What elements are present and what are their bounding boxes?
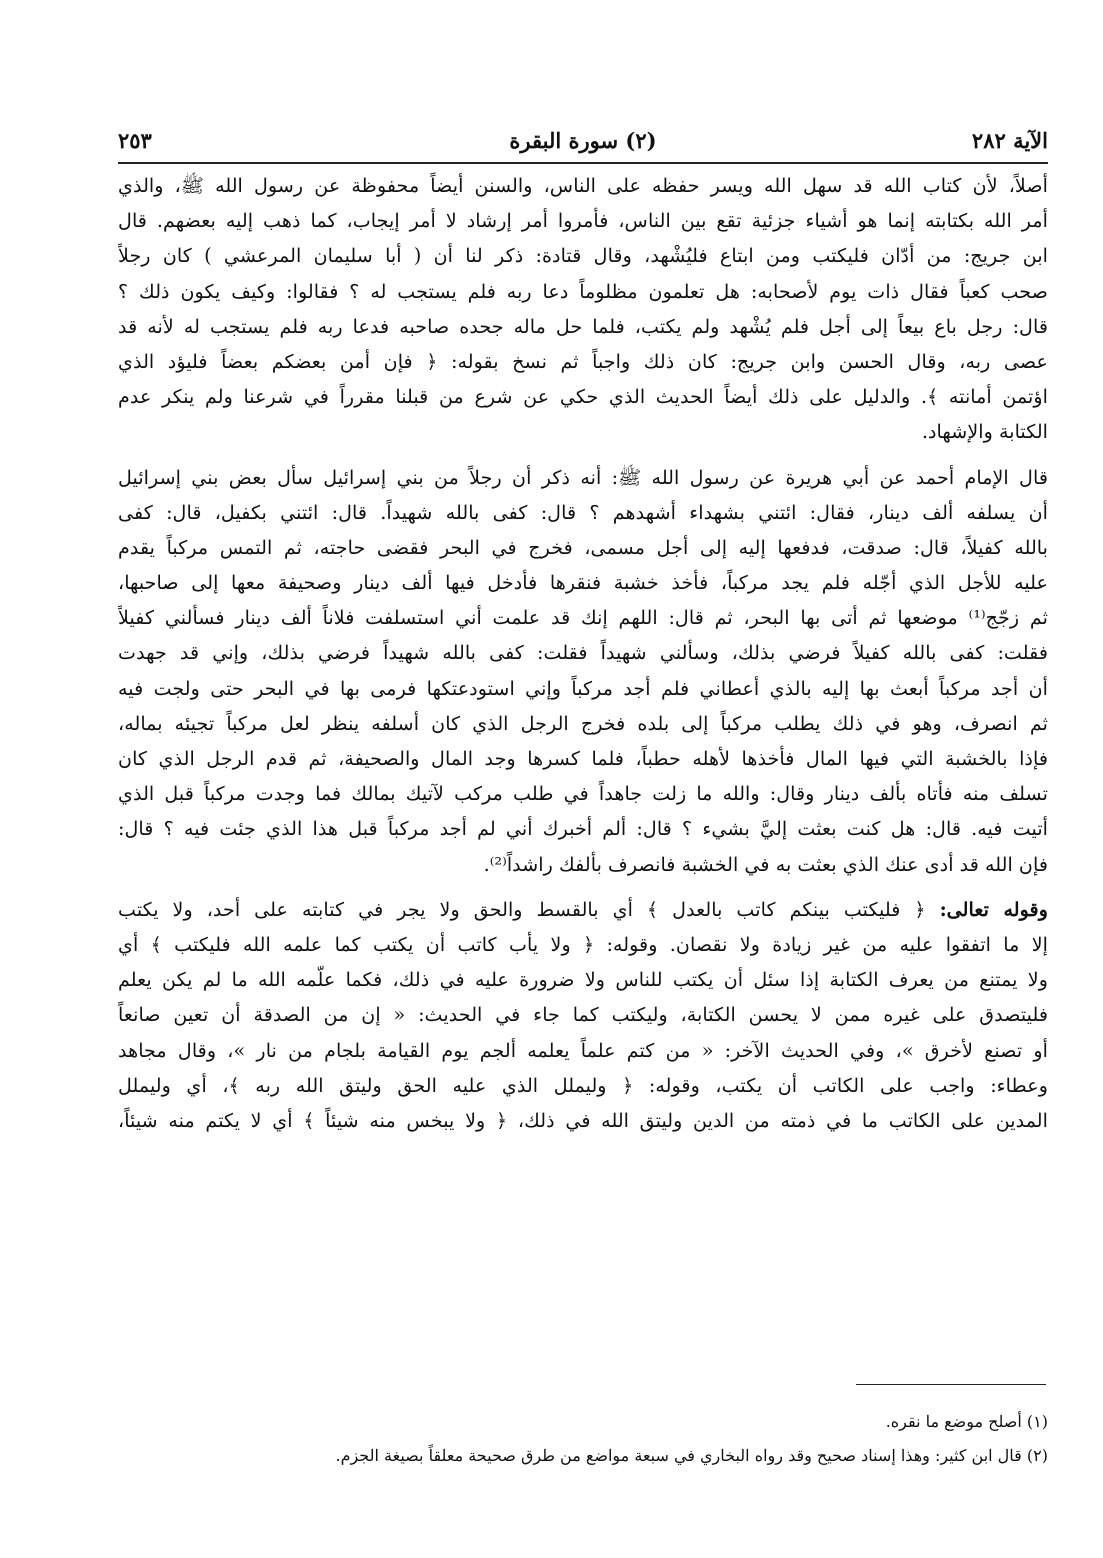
text-line: أمر الله بكتابته إنما هو أشياء جزئية تقع بين الناس، فأمروا أمر إرشاد لا أمر إيجاب، كما ذهب إليه بعضهم. قال	[118, 209, 1048, 233]
text-line: أتيت فيه. قال: هل كنت بعثت إليَّ بشيء ؟ قال: ألم أخبرك أني لم أجد مركباً قبل هذا الذي جئت فيه ؟ قال:	[118, 817, 1048, 841]
running-header	[118, 128, 1048, 158]
main-text	[118, 168, 1048, 1138]
text-line: قال: رجل باع بيعاً إلى أجل فلم يُشْهد ولم يكتب، فلما حل ماله جحده صاحبه فدعا ربه فلم يستجب له لأنه قد	[118, 314, 1048, 338]
text-line: أن أجد مركباً أبعث بها إليه بالذي أعطاني فلم أجد مركباً وإني استودعتكها فرمى بها في البحر حتى ولجت فيه	[118, 676, 1048, 700]
text-line: أو تصنع لأخرق »، وفي الحديث الآخر: « من كتم علماً يعلمه ألجم يوم القيامة بلجام من نار »، وقال مجاهد	[118, 1038, 1048, 1062]
paragraph-3	[118, 892, 1048, 1138]
text-line: إلا ما اتفقوا عليه من غير زيادة ولا نقصان. وقوله: ﴿ ولا يأب كاتب أن يكتب كما علمه الله فليكتب ﴾ أي	[118, 932, 1048, 956]
footnote-1: (١) أصلح موضع ما نقره.	[885, 1412, 1048, 1431]
text-line: ثم زجّج⁽¹⁾ موضعها ثم أتى بها البحر، ثم قال: اللهم إنك قد علمت أني استسلفت فلاناً ألف دينار فسألني كفيلاً	[118, 606, 1048, 630]
paragraph-2	[118, 460, 1048, 882]
text-line	[118, 892, 1048, 927]
page-number: ٢٥٣	[118, 128, 152, 153]
footnote-rule	[856, 1384, 1046, 1385]
text-line: ولا يمتنع من يعرف الكتابة إذا سئل أن يكتب للناس ولا ضرورة عليه في ذلك، فكما علّمه الله ما لم يكن يعلم	[118, 968, 1048, 992]
text-line: أن يسلفه ألف دينار، فقال: ائتني بشهداء أشهدهم ؟ قال: كفى بالله شهيداً. قال: ائتني بكفيل، قال: كفى	[118, 500, 1048, 524]
paragraph-spacer	[118, 450, 1048, 460]
text-line: فإذا بالخشبة التي فيها المال فأخذها لأهله حطباً، فلما كسرها وجد المال والصحيفة، ثم قدم الرجل الذي كان	[118, 747, 1048, 770]
text-line: فليتصدق على غيره ممن لا يحسن الكتابة، وليكتب كما جاء في الحديث: « إن من الصدقة أن تعين صانعاً	[118, 1003, 1048, 1027]
text-line: المدين على الكاتب ما في ذمته من الدين وليتق الله في ذلك، ﴿ ولا يبخس منه شيئاً ﴾ أي لا يكتم منه شيئاً،	[118, 1108, 1048, 1132]
text-line: بالله كفيلاً، قال: صدقت، فدفعها إليه إلى أجل مسمى، فخرج في البحر فقضى حاجته، ثم التمس مركباً يقدم	[118, 535, 1048, 559]
text-line: قال الإمام أحمد عن أبي هريرة عن رسول الله ﷺ: أنه ذكر أن رجلاً من بني إسرائيل سأل بعض بني إسرائيل	[118, 465, 1048, 489]
sura-title: (٢) سورة البقرة	[509, 128, 657, 153]
text-line: ابن جريج: من أدّان فليكتب ومن ابتاع فليُشْهد، وقال قتادة: ذكر لنا أن ( أبا سليمان المرعشي ) كان رجلاً	[118, 244, 1048, 268]
header-rule	[118, 162, 1048, 164]
lead-line-rest: ﴿ فليكتب بينكم كاتب بالعدل ﴾ أي بالقسط والحق ولا يجر في كتابته على أحد، ولا يكتب	[118, 897, 940, 921]
verse-label: الآية ٢٨٢	[971, 128, 1048, 153]
footnotes	[118, 1405, 1048, 1473]
text-line: أصلاً، لأن كتاب الله قد سهل الله ويسر حفظه على الناس، والسنن أيضاً محفوظة عن رسول الله ﷺ، والذي	[118, 174, 1048, 197]
text-line: الكتابة والإشهاد.	[921, 420, 1048, 444]
text-line: تسلف منه فأتاه بألف دينار وقال: والله ما زلت جاهداً في طلب مركب لآتيك بمالك فما وجدت مركباً قبل الذي	[118, 782, 1048, 806]
paragraph-1	[118, 168, 1048, 450]
lead-phrase: وقوله تعالى:	[939, 897, 1048, 921]
text-line: وعطاء: واجب على الكاتب أن يكتب، وقوله: ﴿ وليملل الذي عليه الحق وليتق الله ربه ﴾، أي وليملل	[118, 1073, 1048, 1097]
text-line: فقلت: كفى بالله كفيلاً فرضي بذلك، وسألني شهيداً فقلت: كفى بالله شهيداً فرضي بذلك، وإني قد جهدت	[118, 641, 1048, 665]
text-line: عليه للأجل الذي أجّله فلم يجد مركباً، فأخذ خشبة فنقرها فأدخل فيها ألف دينار وصحيفة معها إلى صاحبها،	[118, 571, 1048, 595]
text-line: اؤتمن أمانته ﴾. والدليل على ذلك أيضاً الحديث الذي حكي عن شرع من قبلنا مقرراً في شرعنا ولم ينكر عدم	[118, 385, 1048, 409]
text-line: فإن الله قد أدى عنك الذي بعثت به في الخشبة فانصرف بألفك راشداً⁽²⁾.	[483, 852, 1048, 876]
text-line: ثم انصرف، وهو في ذلك يطلب مركباً إلى بلده فخرج الرجل الذي كان أسلفه ينظر لعل مركباً تجيئه بماله،	[118, 711, 1048, 735]
footnote-2: (٢) قال ابن كثير: وهذا إسناد صحيح وقد رواه البخاري في سبعة مواضع من طرق صحيحة معلقاً بصيغة الجزم.	[335, 1446, 1048, 1465]
text-line: عصى ربه، وقال الحسن وابن جريج: كان ذلك واجباً ثم نسخ بقوله: ﴿ فإن أمن بعضكم بعضاً فليؤد الذي	[118, 349, 1048, 373]
text-line: صحب كعباً فقال ذات يوم لأصحابه: هل تعلمون مظلوماً دعا ربه فلم يستجب له ؟ فقالوا: وكيف يكون ذلك ؟	[118, 279, 1048, 303]
paragraph-spacer	[118, 882, 1048, 892]
